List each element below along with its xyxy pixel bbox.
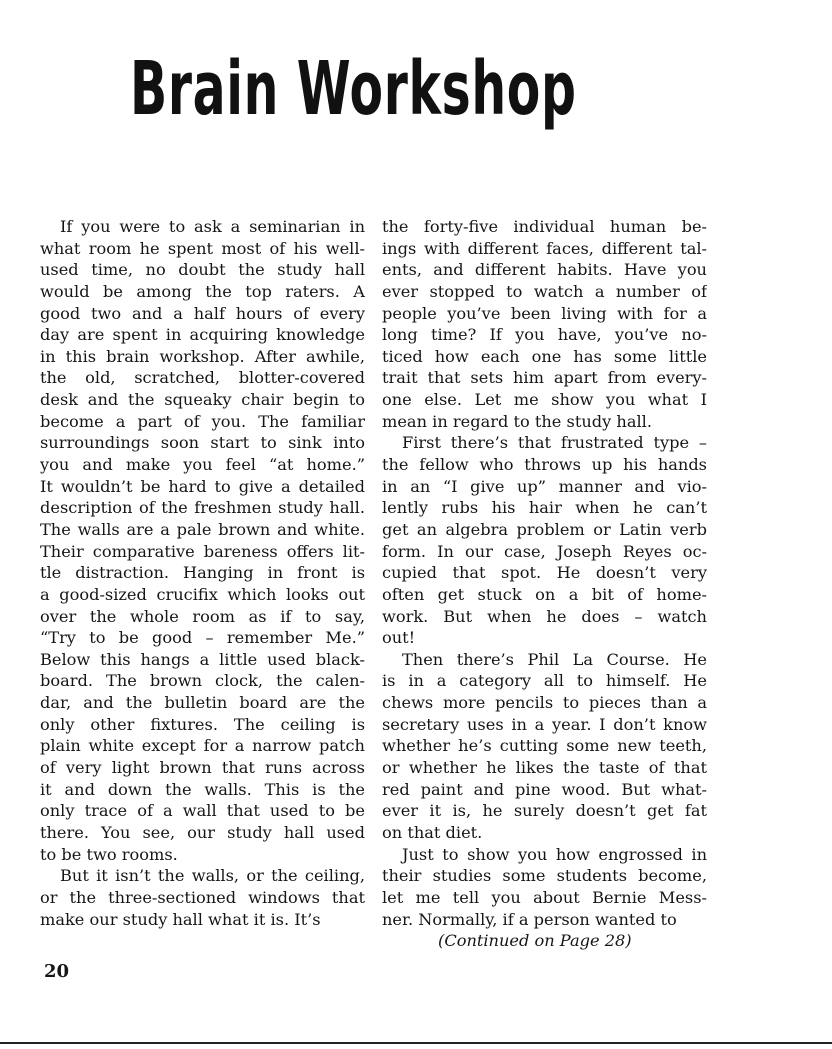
text-line: chews more pencils to pieces than a <box>382 693 707 713</box>
text-line: in this brain workshop. After awhile, <box>40 346 365 366</box>
text-line: ticed how each one has some little <box>382 346 707 366</box>
text-line: out! <box>382 628 416 648</box>
text-line: Below this hangs a little used black- <box>40 649 365 669</box>
text-line: the fellow who throws up his hands <box>382 455 707 475</box>
text-line: ever it is, he surely doesn’t get fat <box>382 801 707 821</box>
page-number: 20 <box>44 961 70 982</box>
text-line: what room he spent most of his well- <box>40 238 365 258</box>
text-line: The walls are a pale brown and white. <box>40 519 365 539</box>
text-line: let me tell you about Bernie Mess- <box>382 887 707 907</box>
text-line: tle distraction. Hanging in front is <box>40 563 365 583</box>
text-line: there. You see, our study hall used <box>40 822 365 842</box>
text-line: secretary uses in a year. I don’t know <box>382 714 707 734</box>
text-line: mean in regard to the study hall. <box>382 411 652 431</box>
text-line: only other fixtures. The ceiling is <box>40 714 365 734</box>
text-line: it and down the walls. This is the <box>40 779 365 799</box>
text-line: often get stuck on a bit of home- <box>382 584 707 604</box>
text-line: plain white except for a narrow patch <box>40 736 365 756</box>
text-line: over the whole room as if to say, <box>40 606 365 626</box>
text-line: If you were to ask a seminarian in <box>60 217 365 236</box>
text-line: board. The brown clock, the calen- <box>40 671 365 691</box>
text-line: desk and the squeaky chair begin to <box>40 390 365 410</box>
text-line: dar, and the bulletin board are the <box>40 693 365 713</box>
text-line: make our study hall what it is. It’s <box>40 909 321 929</box>
text-line: form. In our case, Joseph Reyes oc- <box>382 541 707 561</box>
text-line: good two and a half hours of every <box>40 303 365 323</box>
text-line: of very light brown that runs across <box>40 758 365 778</box>
text-line: become a part of you. The familiar <box>40 411 365 431</box>
text-line: get an algebra problem or Latin verb <box>382 519 707 539</box>
text-line: their studies some students become, <box>382 866 707 886</box>
text-line: would be among the top raters. A <box>40 281 365 301</box>
text-line: Just to show you how engrossed in <box>402 844 707 864</box>
text-line: in an “I give up” manner and vio- <box>382 476 707 496</box>
text-line: Their comparative bareness offers lit- <box>40 541 365 561</box>
text-line: the forty-five individual human be- <box>382 217 707 236</box>
text-line: is in a category all to himself. He <box>382 671 707 691</box>
text-line: the old, scratched, blotter-covered <box>40 368 365 388</box>
text-line: you and make you feel “at home.” <box>40 455 365 475</box>
article-title: Brain Workshop <box>130 46 577 132</box>
text-line: surroundings soon start to sink into <box>40 433 365 453</box>
text-line: It wouldn’t be hard to give a detailed <box>40 476 365 496</box>
text-line: work. But when he does – watch <box>382 606 707 626</box>
text-line: on that diet. <box>382 822 483 842</box>
continued-note: (Continued on Page 28) <box>438 931 632 950</box>
text-line: red paint and pine wood. But what- <box>382 779 707 799</box>
text-line: ents, and different habits. Have you <box>382 260 707 280</box>
text-line: But it isn’t the walls, or the ceiling, <box>60 866 365 886</box>
text-line: whether he’s cutting some new teeth, <box>382 736 707 756</box>
text-line: day are spent in acquiring knowledge <box>40 325 365 345</box>
text-line: or whether he likes the taste of that <box>382 758 707 778</box>
text-line: “Try to be good – remember Me.” <box>40 628 365 648</box>
text-line: cupied that spot. He doesn’t very <box>382 563 707 583</box>
text-line: ever stopped to watch a number of <box>382 281 707 301</box>
text-line: lently rubs his hair when he can’t <box>382 498 707 518</box>
left-column <box>40 216 365 930</box>
text-line: a good-sized crucifix which looks out <box>40 584 365 604</box>
text-line: to be two rooms. <box>40 844 178 864</box>
text-line: only trace of a wall that used to be <box>40 801 365 821</box>
text-line: people you’ve been living with for a <box>382 303 707 323</box>
text-line: one else. Let me show you what I <box>382 390 707 410</box>
text-line: used time, no doubt the study hall <box>40 260 365 280</box>
text-line: or the three-sectioned windows that <box>40 887 365 907</box>
text-line: First there’s that frustrated type – <box>402 433 707 453</box>
text-line: ings with different faces, different tal- <box>382 238 707 258</box>
text-line: trait that sets him apart from every- <box>382 368 707 388</box>
text-line: Then there’s Phil La Course. He <box>402 649 707 669</box>
text-line: description of the freshmen study hall. <box>40 498 365 518</box>
text-line: ner. Normally, if a person wanted to <box>382 909 677 929</box>
right-column <box>382 216 707 930</box>
bottom-rule <box>0 1042 832 1044</box>
text-line: long time? If you have, you’ve no- <box>382 325 707 345</box>
